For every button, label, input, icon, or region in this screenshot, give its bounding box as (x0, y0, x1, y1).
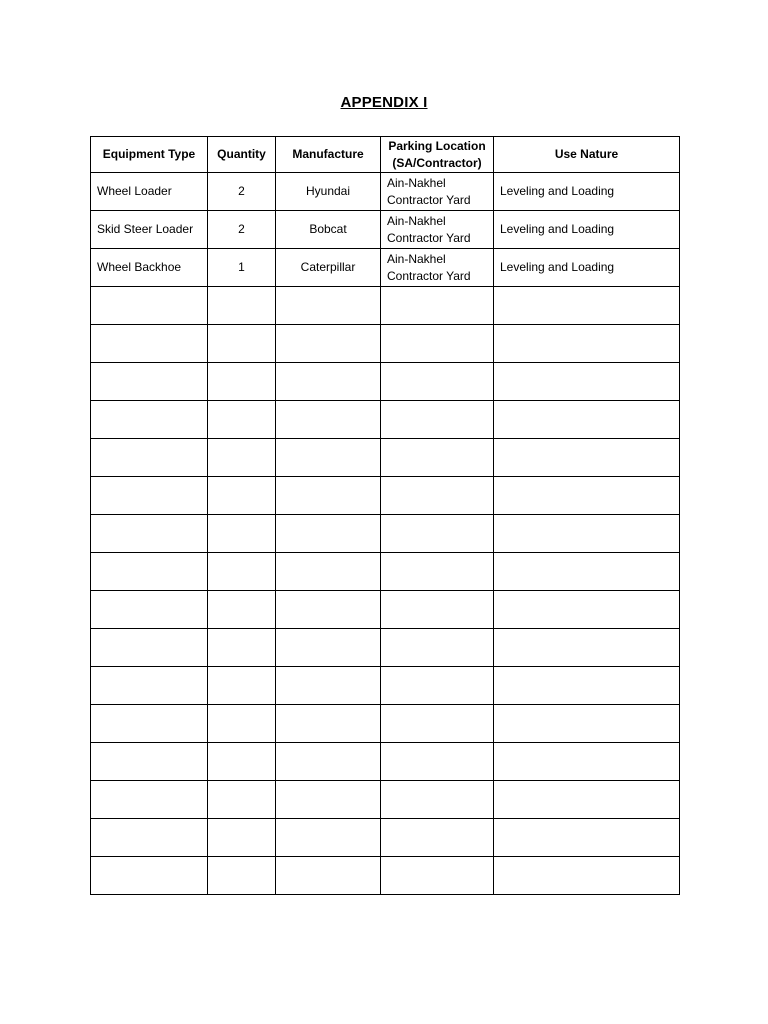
cell-manufacture (276, 287, 381, 325)
cell-manufacture: Bobcat (276, 211, 381, 249)
cell-parking-location (381, 705, 494, 743)
cell-manufacture: Caterpillar (276, 249, 381, 287)
cell-parking-location (381, 515, 494, 553)
header-manufacture: Manufacture (276, 137, 381, 173)
cell-use-nature (494, 439, 680, 477)
cell-equipment-type: Wheel Backhoe (91, 249, 208, 287)
cell-equipment-type: Wheel Loader (91, 173, 208, 211)
cell-manufacture (276, 705, 381, 743)
cell-equipment-type (91, 819, 208, 857)
cell-equipment-type (91, 401, 208, 439)
table-row-empty (91, 363, 680, 401)
cell-use-nature (494, 667, 680, 705)
cell-use-nature (494, 781, 680, 819)
cell-manufacture (276, 439, 381, 477)
cell-quantity (208, 401, 276, 439)
cell-quantity (208, 781, 276, 819)
cell-parking-location (381, 477, 494, 515)
cell-parking-location (381, 401, 494, 439)
cell-equipment-type (91, 363, 208, 401)
cell-equipment-type (91, 325, 208, 363)
cell-parking-location (381, 819, 494, 857)
cell-manufacture (276, 819, 381, 857)
cell-equipment-type (91, 515, 208, 553)
cell-quantity (208, 553, 276, 591)
table-row-empty (91, 515, 680, 553)
cell-manufacture (276, 363, 381, 401)
header-parking-location: Parking Location (SA/Contractor) (381, 137, 494, 173)
cell-equipment-type (91, 287, 208, 325)
cell-equipment-type (91, 743, 208, 781)
header-equipment-type: Equipment Type (91, 137, 208, 173)
table-row-empty (91, 325, 680, 363)
table-row-empty (91, 629, 680, 667)
cell-quantity (208, 629, 276, 667)
cell-equipment-type (91, 629, 208, 667)
cell-equipment-type (91, 553, 208, 591)
equipment-table (90, 136, 680, 895)
cell-use-nature: Leveling and Loading (494, 173, 680, 211)
cell-quantity: 2 (208, 173, 276, 211)
cell-quantity (208, 363, 276, 401)
cell-manufacture: Hyundai (276, 173, 381, 211)
cell-manufacture (276, 325, 381, 363)
table-row (91, 173, 680, 211)
cell-parking-location: Ain-Nakhel Contractor Yard (381, 173, 494, 211)
cell-quantity (208, 857, 276, 895)
cell-use-nature (494, 857, 680, 895)
cell-parking-location (381, 553, 494, 591)
cell-parking-location (381, 781, 494, 819)
cell-use-nature: Leveling and Loading (494, 249, 680, 287)
table-row-empty (91, 667, 680, 705)
cell-manufacture (276, 629, 381, 667)
cell-quantity (208, 667, 276, 705)
cell-manufacture (276, 743, 381, 781)
table-row-empty (91, 477, 680, 515)
cell-use-nature: Leveling and Loading (494, 211, 680, 249)
cell-equipment-type (91, 781, 208, 819)
cell-quantity (208, 819, 276, 857)
cell-parking-location: Ain-Nakhel Contractor Yard (381, 211, 494, 249)
cell-quantity (208, 439, 276, 477)
blank-rows (91, 287, 680, 895)
cell-equipment-type: Skid Steer Loader (91, 211, 208, 249)
table-row-empty (91, 287, 680, 325)
cell-equipment-type (91, 705, 208, 743)
cell-equipment-type (91, 857, 208, 895)
cell-equipment-type (91, 667, 208, 705)
cell-use-nature (494, 325, 680, 363)
cell-parking-location (381, 363, 494, 401)
cell-manufacture (276, 401, 381, 439)
cell-parking-location (381, 629, 494, 667)
table-row-empty (91, 439, 680, 477)
cell-quantity (208, 325, 276, 363)
cell-manufacture (276, 591, 381, 629)
cell-manufacture (276, 667, 381, 705)
cell-manufacture (276, 781, 381, 819)
cell-use-nature (494, 401, 680, 439)
cell-quantity (208, 287, 276, 325)
cell-manufacture (276, 857, 381, 895)
cell-parking-location: Ain-Nakhel Contractor Yard (381, 249, 494, 287)
cell-quantity (208, 705, 276, 743)
cell-quantity (208, 515, 276, 553)
cell-parking-location (381, 667, 494, 705)
cell-parking-location (381, 591, 494, 629)
cell-use-nature (494, 743, 680, 781)
cell-use-nature (494, 363, 680, 401)
header-use-nature: Use Nature (494, 137, 680, 173)
table-row-empty (91, 591, 680, 629)
cell-use-nature (494, 591, 680, 629)
table-row-empty (91, 819, 680, 857)
table-row-empty (91, 401, 680, 439)
cell-equipment-type (91, 477, 208, 515)
cell-parking-location (381, 743, 494, 781)
table-row-empty (91, 743, 680, 781)
cell-quantity (208, 477, 276, 515)
cell-parking-location (381, 325, 494, 363)
cell-quantity: 2 (208, 211, 276, 249)
cell-parking-location (381, 857, 494, 895)
header-quantity: Quantity (208, 137, 276, 173)
cell-manufacture (276, 477, 381, 515)
cell-use-nature (494, 477, 680, 515)
cell-use-nature (494, 287, 680, 325)
cell-use-nature (494, 819, 680, 857)
table-row-empty (91, 857, 680, 895)
cell-use-nature (494, 705, 680, 743)
cell-parking-location (381, 287, 494, 325)
cell-quantity (208, 591, 276, 629)
table-row (91, 211, 680, 249)
table-row (91, 249, 680, 287)
cell-manufacture (276, 515, 381, 553)
cell-equipment-type (91, 439, 208, 477)
table-row-empty (91, 705, 680, 743)
table-row-empty (91, 781, 680, 819)
cell-quantity: 1 (208, 249, 276, 287)
cell-equipment-type (91, 591, 208, 629)
table-row-empty (91, 553, 680, 591)
cell-parking-location (381, 439, 494, 477)
cell-quantity (208, 743, 276, 781)
page-title: APPENDIX I (340, 94, 428, 111)
cell-use-nature (494, 629, 680, 667)
cell-use-nature (494, 515, 680, 553)
table-header-row (91, 137, 680, 173)
cell-manufacture (276, 553, 381, 591)
cell-use-nature (494, 553, 680, 591)
